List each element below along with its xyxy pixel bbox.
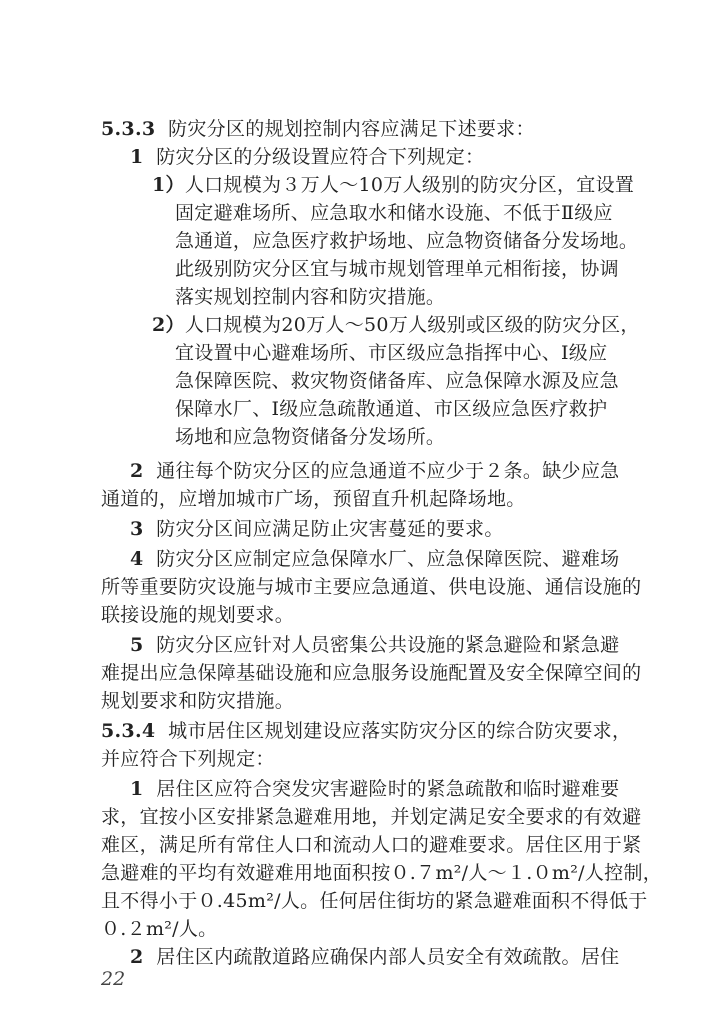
item-number: 1: [130, 146, 144, 168]
clause-534-item-2-line: [130, 946, 619, 968]
subitem-2-line: 保障水厂、Ⅰ级应急疏散通道、市区级应急医疗救护: [175, 398, 608, 420]
subitem-1-line: 急通道，应急医疗救护场地、应急物资储备分发场地。: [175, 230, 639, 252]
item-number: 5: [130, 634, 144, 656]
item-5-line: 难提出应急保障基础设施和应急服务设施配置及安全保障空间的: [101, 662, 642, 684]
item-text: 居住区内疏散道路应确保内部人员安全有效疏散。居住: [156, 946, 620, 968]
clause-text: 城市居住区规划建设应落实防灾分区的综合防灾要求，: [168, 720, 632, 742]
clause-534-item-1-line: 求，宜按小区安排紧急避难用地，并划定满足安全要求的有效避: [101, 806, 642, 828]
item-number: 3: [130, 518, 144, 540]
subitem-2-line: 急保障医院、救灾物资储备库、应急保障水源及应急: [175, 370, 619, 392]
clause-title: 防灾分区的规划控制内容应满足下述要求：: [168, 118, 535, 140]
subitem-2-line: 宜设置中心避难场所、市区级应急指挥中心、Ⅰ级应: [175, 342, 608, 364]
item-text: 居住区应符合突发灾害避险时的紧急疏散和临时避难要: [156, 778, 620, 800]
item-number: 4: [130, 548, 144, 570]
item-number: 2: [130, 460, 144, 482]
clause-534-heading: [101, 720, 631, 742]
subitem-2-line: 场地和应急物资储备分发场所。: [175, 426, 446, 448]
item-text: 防灾分区的分级设置应符合下列规定：: [156, 146, 485, 168]
item-text: 防灾分区间应满足防止灾害蔓延的要求。: [156, 518, 504, 540]
clause-534-item-1-line: 且不得小于０.45m²/人。任何居住街坊的紧急避难面积不得低于: [101, 890, 648, 912]
item-2-line: [130, 460, 619, 482]
subitem-text: 人口规模为３万人～10万人级别的防灾分区，宜设置: [184, 174, 635, 196]
item-text: 防灾分区应针对人员密集公共设施的紧急避险和紧急避: [156, 634, 620, 656]
subitem-1-line: 此级别防灾分区宜与城市规划管理单元相衔接，协调: [175, 258, 619, 280]
item-number: 1: [130, 778, 144, 800]
clause-534-item-1-line: 难区，满足所有常住人口和流动人口的避难要求。居住区用于紧: [101, 834, 642, 856]
clause-number: 5.3.4: [101, 720, 156, 742]
subitem-2-line: [152, 314, 640, 336]
clause-534-line: 并应符合下列规定：: [101, 748, 275, 770]
clause-533-heading: [101, 118, 535, 140]
item-1-heading: [130, 146, 484, 168]
item-3-line: [130, 518, 504, 540]
item-4-line: [130, 548, 619, 570]
clause-534-item-1-line: 急避难的平均有效避难用地面积按０.７m²/人～１.０m²/人控制，: [101, 862, 663, 884]
item-text: 防灾分区应制定应急保障水厂、应急保障医院、避难场: [156, 548, 620, 570]
item-number: 2: [130, 946, 144, 968]
subitem-number: 2）: [152, 314, 185, 336]
page-number: 22: [101, 968, 126, 990]
item-5-line: 规划要求和防灾措施。: [101, 690, 295, 712]
clause-534-item-1-line: ０.２m²/人。: [101, 918, 218, 940]
item-5-line: [130, 634, 619, 656]
item-text: 通往每个防灾分区的应急通道不应少于２条。缺少应急: [156, 460, 620, 482]
subitem-1-line: [152, 174, 634, 196]
clause-number: 5.3.3: [101, 118, 156, 140]
subitem-1-line: 落实规划控制内容和防灾措施。: [175, 286, 446, 308]
subitem-1-line: 固定避难场所、应急取水和储水设施、不低于Ⅱ级应: [175, 202, 613, 224]
subitem-text: 人口规模为20万人～50万人级别或区级的防灾分区，: [184, 314, 640, 336]
item-4-line: 所等重要防灾设施与城市主要应急通道、供电设施、通信设施的: [101, 576, 642, 598]
item-2-line: 通道的，应增加城市广场，预留直升机起降场地。: [101, 488, 526, 510]
subitem-number: 1）: [152, 174, 185, 196]
item-4-line: 联接设施的规划要求。: [101, 604, 295, 626]
clause-534-item-1-line: [130, 778, 619, 800]
